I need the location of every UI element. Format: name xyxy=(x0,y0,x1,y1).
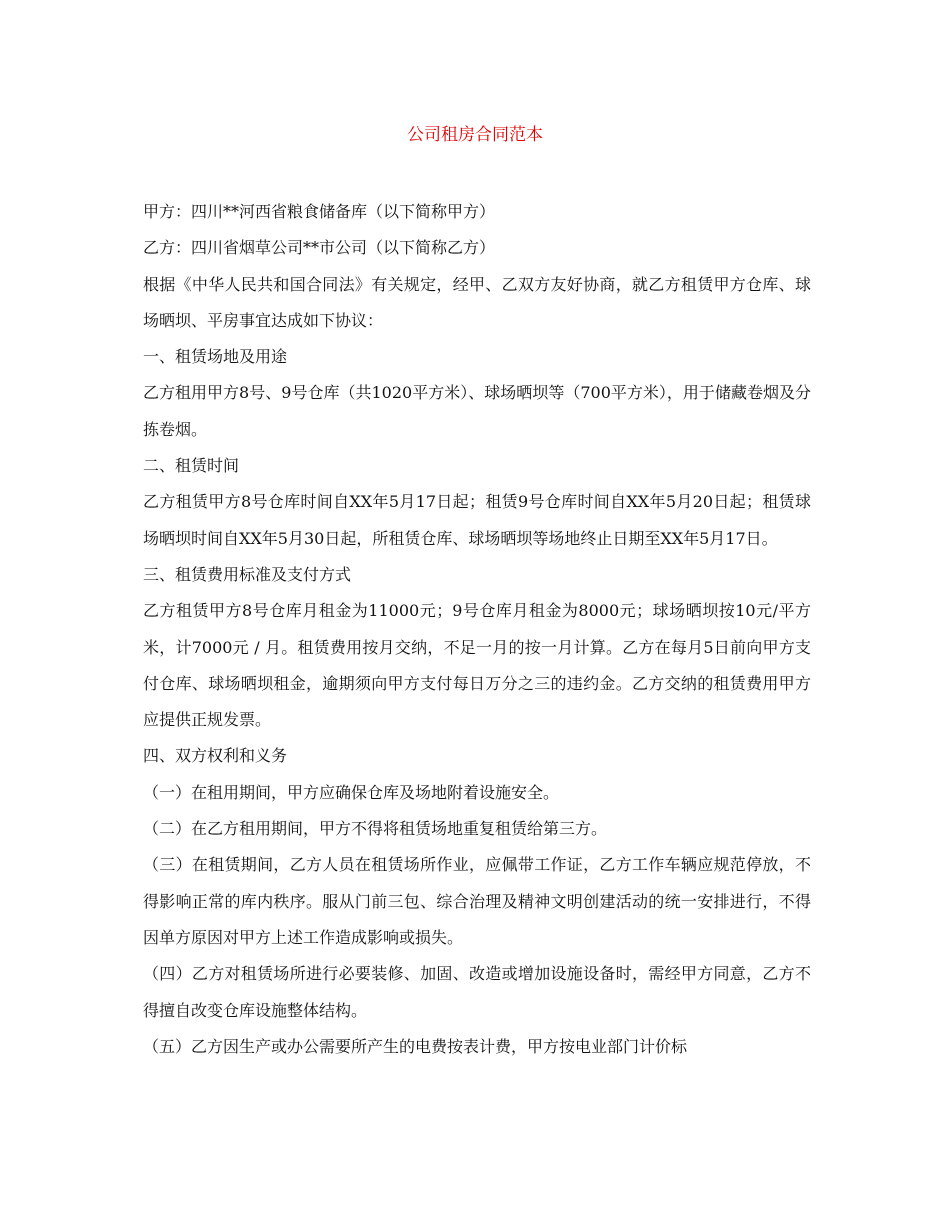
clause-item: （三）在租赁期间，乙方人员在租赁场所作业，应佩带工作证，乙方工作车辆应规范停放，不得影响正常的库内秩序。服从门前三包、综合治理及精神文明创建活动的统一安排进行，不得因单方原因对甲方上述工作造成影响或损失。 xyxy=(143,855,811,947)
clause-item: （一）在租用期间，甲方应确保仓库及场地附着设施安全。 xyxy=(143,782,560,802)
party-b-line: 乙方：四川省烟草公司**市公司（以下简称乙方） xyxy=(143,238,496,258)
section-heading-rights: 四、双方权利和义务 xyxy=(143,746,288,766)
preamble-paragraph: 根据《中华人民共和国合同法》有关规定，经甲、乙双方友好协商，就乙方租赁甲方仓库、球场晒坝、平房事宜达成如下协议： xyxy=(143,274,811,330)
section-heading-fees: 三、租赁费用标准及支付方式 xyxy=(143,564,352,584)
document-body xyxy=(143,194,811,1065)
section-heading-term: 二、租赁时间 xyxy=(143,456,240,476)
section-heading-venue: 一、租赁场地及用途 xyxy=(143,347,288,367)
clause-item: （二）在乙方租用期间，甲方不得将租赁场地重复租赁给第三方。 xyxy=(143,819,608,839)
section-paragraph: 乙方租赁甲方8号仓库时间自XX年5月17日起；租赁9号仓库时间自XX年5月20日起；租赁球场晒坝时间自XX年5月30日起，所租赁仓库、球场晒坝等场地终止日期至XX年5月17日。 xyxy=(143,492,811,548)
document-title: 公司租房合同范本 xyxy=(407,125,543,145)
section-paragraph: 乙方租赁甲方8号仓库月租金为11000元；9号仓库月租金为8000元；球场晒坝按10元/平方米，计7000元 / 月。租赁费用按月交纳，不足一月的按一月计算。乙方在每月5日前向甲方支付仓库、球场晒坝租金，逾期须向甲方支付每日万分之三的违约金。乙方交纳的租赁费用甲方应提供正规发票。 xyxy=(143,601,811,730)
party-a-line: 甲方：四川**河西省粮食储备库（以下简称甲方） xyxy=(143,202,496,221)
clause-item: （四）乙方对租赁场所进行必要装修、加固、改造或增加设施设备时，需经甲方同意，乙方不得擅自改变仓库设施整体结构。 xyxy=(143,964,811,1020)
clause-item: （五）乙方因生产或办公需要所产生的电费按表计费，甲方按电业部门计价标 xyxy=(143,1036,688,1056)
section-paragraph: 乙方租用甲方8号、9号仓库（共1020平方米）、球场晒坝等（700平方米），用于储藏卷烟及分拣卷烟。 xyxy=(143,383,811,439)
